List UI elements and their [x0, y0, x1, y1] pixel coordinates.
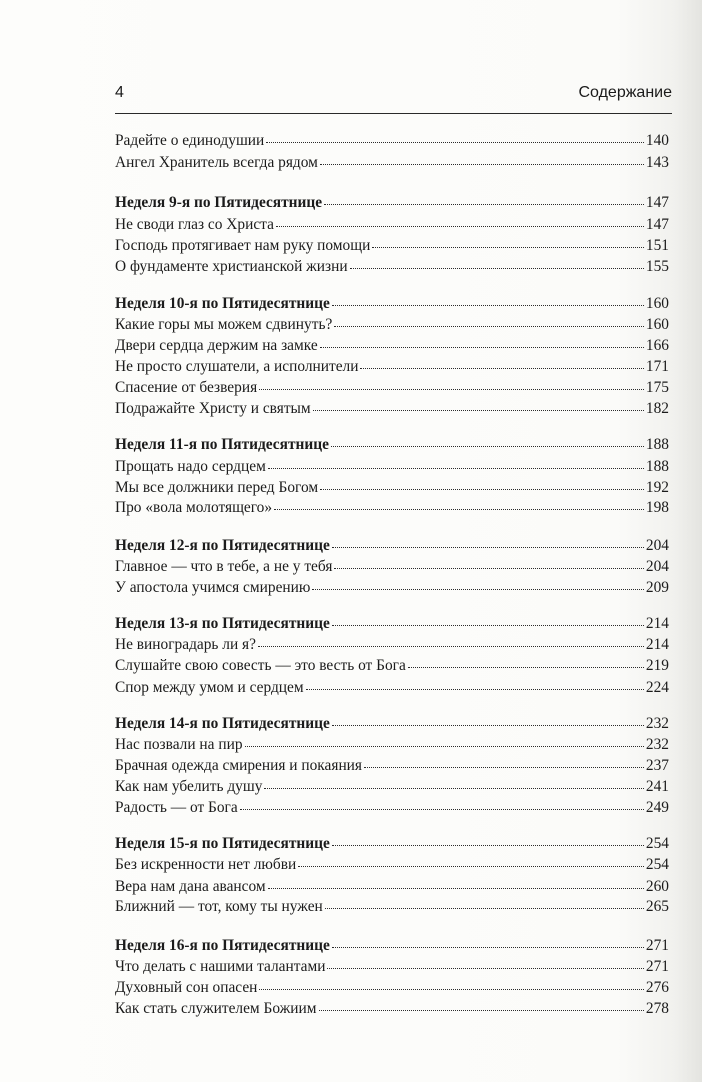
dot-leader	[372, 243, 644, 248]
toc-entry	[115, 477, 669, 499]
toc-page-number: 249	[645, 799, 669, 816]
dot-leader	[332, 943, 644, 948]
toc-title: Ангел Хранитель всегда рядом	[115, 154, 318, 171]
toc-entry	[115, 314, 669, 336]
toc-page-number: 147	[645, 194, 669, 211]
dot-leader	[332, 721, 644, 726]
toc-page-number: 192	[645, 479, 669, 496]
dot-leader	[298, 862, 644, 867]
toc-title: Неделя 10-я по Пятидесятнице	[115, 295, 330, 312]
toc-section-heading	[115, 434, 669, 456]
dot-leader	[332, 543, 644, 548]
dot-leader	[327, 964, 643, 969]
toc-page-number: 214	[645, 615, 669, 632]
running-title: Содержание	[578, 84, 672, 101]
toc-title: Как стать служителем Божиим	[115, 1000, 317, 1017]
toc-entry	[115, 356, 669, 378]
toc-page-number: 271	[645, 937, 669, 954]
toc-entry	[115, 214, 669, 236]
toc-entry	[115, 456, 669, 478]
toc-page-number: 260	[645, 878, 669, 895]
toc-page-number: 232	[645, 736, 669, 753]
toc-entry	[115, 152, 669, 174]
toc-page-number: 175	[645, 379, 669, 396]
toc-title: Неделя 12-я по Пятидесятнице	[115, 537, 330, 554]
dot-leader	[332, 841, 644, 846]
toc-page-number: 204	[645, 537, 669, 554]
toc-page-number: 182	[645, 400, 669, 417]
toc-title: Спор между умом и сердцем	[115, 679, 304, 696]
dot-leader	[245, 742, 644, 747]
toc-title: Духовный сон опасен	[115, 979, 258, 996]
dot-leader	[312, 585, 644, 590]
dot-leader	[350, 264, 644, 269]
dot-leader	[334, 322, 644, 327]
toc-entry	[115, 896, 669, 918]
toc-title: Нас позвали на пир	[115, 736, 243, 753]
toc-page-number: 276	[645, 979, 669, 996]
page-number: 4	[115, 84, 124, 101]
toc-page-number: 265	[645, 898, 669, 915]
dot-leader	[408, 663, 644, 668]
toc-page-number: 254	[645, 856, 669, 873]
toc-entry	[115, 854, 669, 876]
dot-leader	[268, 884, 644, 889]
toc-title: Неделя 13-я по Пятидесятнице	[115, 615, 330, 632]
toc-section-heading	[115, 192, 669, 214]
toc-title: Не своди глаз со Христа	[115, 216, 274, 233]
toc-title: Без искренности нет любви	[115, 856, 297, 873]
toc-entry	[115, 377, 669, 399]
toc-page-number: 188	[645, 458, 669, 475]
toc-page-number: 166	[645, 337, 669, 354]
toc-page-number: 209	[645, 579, 669, 596]
toc-page-number: 241	[645, 778, 669, 795]
toc-title: О фундаменте христианской жизни	[115, 258, 348, 275]
toc-page-number: 143	[645, 154, 669, 171]
toc-page-number: 224	[645, 679, 669, 696]
toc-entry	[115, 335, 669, 357]
toc-page-number: 171	[645, 358, 669, 375]
dot-leader	[320, 343, 644, 348]
toc-title: Не просто слушатели, а исполнители	[115, 358, 359, 375]
dot-leader	[274, 505, 644, 510]
toc-title: Слушайте свою совесть — это весть от Бога	[115, 657, 406, 674]
toc-page-number: 219	[645, 657, 669, 674]
toc-page-number: 204	[645, 558, 669, 575]
toc-page-number: 232	[645, 715, 669, 732]
toc-page-number: 188	[645, 436, 669, 453]
dot-leader	[325, 904, 644, 909]
toc-page-number: 214	[645, 636, 669, 653]
dot-leader	[264, 784, 644, 789]
toc-title: Прощать надо сердцем	[115, 458, 266, 475]
toc-entry	[115, 734, 669, 756]
toc-entry	[115, 130, 669, 152]
dot-leader	[276, 222, 644, 227]
dot-leader	[259, 385, 644, 390]
toc-title: У апостола учимся смирению	[115, 579, 311, 596]
toc-title: Что делать с нашими талантами	[115, 958, 326, 975]
toc-title: Не виноградарь ли я?	[115, 636, 256, 653]
toc-title: Вера нам дана авансом	[115, 878, 266, 895]
toc-entry	[115, 577, 669, 599]
toc-page-number: 278	[645, 1000, 669, 1017]
toc-title: Неделя 16-я по Пятидесятнице	[115, 937, 330, 954]
dot-leader	[332, 621, 644, 626]
toc-page-number: 147	[645, 216, 669, 233]
toc-entry	[115, 655, 669, 677]
toc-title: Мы все должники перед Богом	[115, 479, 319, 496]
toc-title: Брачная одежда смирения и покаяния	[115, 757, 362, 774]
toc-title: Ближний — тот, кому ты нужен	[115, 898, 323, 915]
dot-leader	[259, 985, 644, 990]
dot-leader	[331, 442, 644, 447]
toc-title: Главное — что в тебе, а не у тебя	[115, 558, 333, 575]
dot-leader	[313, 406, 644, 411]
toc-page-number: 254	[645, 835, 669, 852]
toc-entry	[115, 398, 669, 420]
dot-leader	[319, 1006, 644, 1011]
toc-title: Неделя 9-я по Пятидесятнице	[115, 194, 323, 211]
toc-title: Неделя 14-я по Пятидесятнице	[115, 715, 330, 732]
toc-entry	[115, 956, 669, 978]
toc-title: Как нам убелить душу	[115, 778, 263, 795]
toc-entry	[115, 755, 669, 777]
toc-section-heading	[115, 935, 669, 957]
toc-entry	[115, 977, 669, 999]
dot-leader	[240, 805, 644, 810]
toc-section-heading	[115, 833, 669, 855]
dot-leader	[360, 364, 643, 369]
toc-entry	[115, 998, 669, 1020]
toc-title: Неделя 11-я по Пятидесятнице	[115, 436, 329, 453]
toc-section-heading	[115, 713, 669, 735]
dot-leader	[258, 642, 644, 647]
toc-title: Подражайте Христу и святым	[115, 400, 311, 417]
dot-leader	[266, 138, 644, 143]
toc-page-number: 160	[645, 295, 669, 312]
toc-section-heading	[115, 293, 669, 315]
toc-title: Неделя 15-я по Пятидесятнице	[115, 835, 330, 852]
dot-leader	[320, 160, 644, 165]
toc-entry	[115, 797, 669, 819]
toc-title: Про «вола молотящего»	[115, 499, 273, 516]
toc-page-number: 271	[645, 958, 669, 975]
toc-entry	[115, 677, 669, 699]
toc-entry	[115, 556, 669, 578]
dot-leader	[324, 200, 644, 205]
toc-title: Радость — от Бога	[115, 799, 238, 816]
toc-entry	[115, 256, 669, 278]
toc-title: Спасение от безверия	[115, 379, 258, 396]
dot-leader	[320, 485, 644, 490]
toc-section-heading	[115, 535, 669, 557]
toc-entry	[115, 634, 669, 656]
toc-page-number: 160	[645, 316, 669, 333]
toc-title: Радейте о единодушии	[115, 132, 265, 149]
dot-leader	[364, 763, 644, 768]
toc-page-number: 140	[645, 132, 669, 149]
toc-section-heading	[115, 613, 669, 635]
toc-page-number: 237	[645, 757, 669, 774]
toc-entry	[115, 235, 669, 257]
dot-leader	[332, 301, 644, 306]
dot-leader	[268, 464, 644, 469]
dot-leader	[334, 564, 643, 569]
dot-leader	[306, 685, 644, 690]
toc-page-number: 151	[645, 237, 669, 254]
toc-title: Какие горы мы можем сдвинуть?	[115, 316, 333, 333]
toc-page-number: 155	[645, 258, 669, 275]
toc-page-number: 198	[645, 499, 669, 516]
toc-entry	[115, 776, 669, 798]
toc-title: Господь протягивает нам руку помощи	[115, 237, 371, 254]
toc-entry	[115, 876, 669, 898]
toc-entry	[115, 497, 669, 519]
toc-title: Двери сердца держим на замке	[115, 337, 318, 354]
